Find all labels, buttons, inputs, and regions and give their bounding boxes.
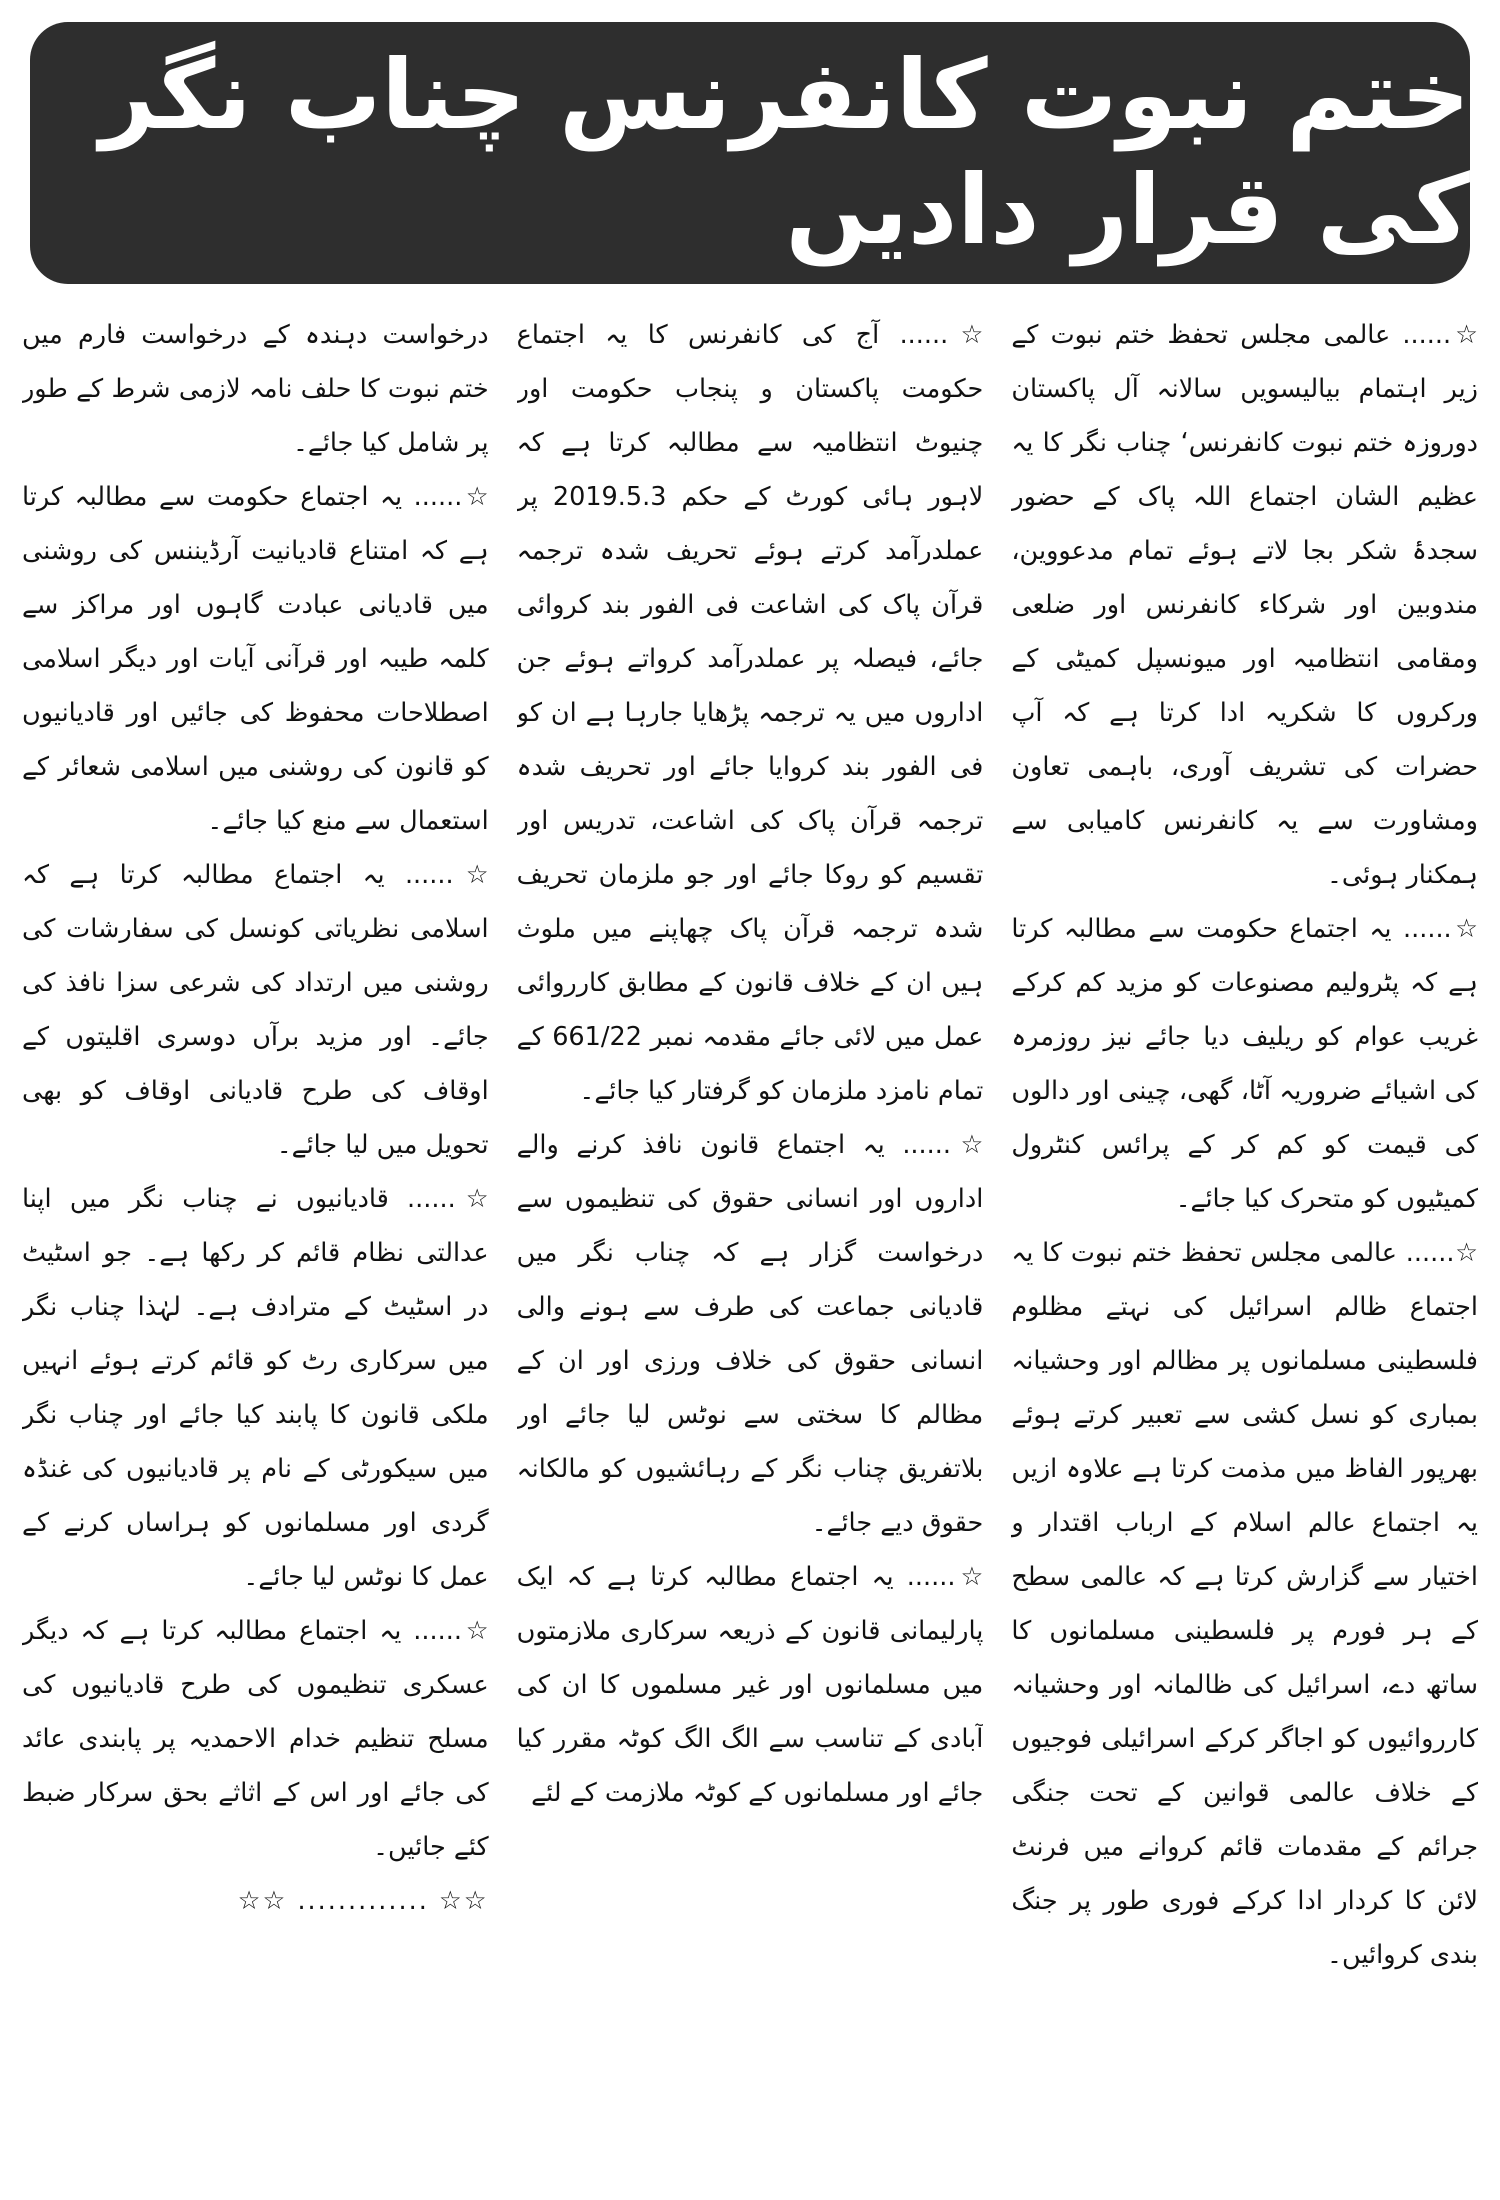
column-2 — [517, 308, 984, 2188]
page-title: ختم نبوت کانفرنس چناب نگر کی قرار دادیں — [99, 38, 1470, 266]
resolution-paragraph: ☆...... آج کی کانفرنس کا یہ اجتماع حکومت پاکستان و پنجاب حکومت اور چنیوٹ انتظامیہ سے مطالبہ کرتا ہے کہ لاہور ہائی کورٹ کے حکم 2019.5.3 پر عملدرآمد کرتے ہوئے تحریف شدہ ترجمہ قرآن پاک کی اشاعت فی الفور بند کروائی جائے، فیصلہ پر عملدرآمد کرواتے ہوئے جن اداروں میں یہ ترجمہ پڑھایا جارہا ہے ان کو فی الفور بند کروایا جائے اور تحریف شدہ ترجمہ قرآن پاک کی اشاعت، تدریس اور تقسیم کو روکا جائے اور جو ملزمان تحریف شدہ ترجمہ قرآن پاک چھاپنے میں ملوث ہیں ان کے خلاف قانون کے مطابق کارروائی عمل میں لائی جائے مقدمہ نمبر 661/22 کے تمام نامزد ملزمان کو گرفتار کیا جائے۔ — [516, 320, 984, 1106]
resolution-paragraph: ☆...... یہ اجتماع مطالبہ کرتا ہے کہ ایک پارلیمانی قانون کے ذریعہ سرکاری ملازمتوں میں مسلمانوں اور غیر مسلموں کا ان کی آبادی کے تناسب سے الگ الگ کوٹہ مقرر کیا جائے اور مسلمانوں کے کوٹہ ملازمت کے لئے — [516, 1562, 984, 1808]
resolution-paragraph: ☆...... یہ اجتماع حکومت سے مطالبہ کرتا ہے کہ امتناع قادیانیت آرڈیننس کی روشنی میں قادیانی عبادت گاہوں اور مراکز سے کلمہ طیبہ اور قرآنی آیات اور دیگر اسلامی اصطلاحات محفوظ کی جائیں اور قادیانیوں کو قانون کی روشنی میں اسلامی شعائر کے استعمال سے منع کیا جائے۔ — [21, 482, 489, 836]
end-mark: ☆☆ ............. ☆☆ — [237, 1886, 489, 1916]
resolution-paragraph: ☆...... یہ اجتماع قانون نافذ کرنے والے اداروں اور انسانی حقوق کی تنظیموں سے درخواست گزار ہے کہ چناب نگر میں قادیانی جماعت کی طرف سے ہونے والی انسانی حقوق کی خلاف ورزی اور ان کے مظالم کا سختی سے نوٹس لیا جائے اور بلاتفریق چناب نگر کے رہائشیوں کو مالکانہ حقوق دیے جائے۔ — [516, 1130, 984, 1538]
resolution-paragraph: درخواست دہندہ کے درخواست فارم میں ختم نبوت کا حلف نامہ لازمی شرط کے طور پر شامل کیا جائے۔ — [21, 320, 489, 458]
column-1 — [1011, 308, 1478, 2188]
resolution-paragraph: ☆...... قادیانیوں نے چناب نگر میں اپنا عدالتی نظام قائم کر رکھا ہے۔ جو اسٹیٹ در اسٹیٹ کے مترادف ہے۔ لہٰذا چناب نگر میں سرکاری رٹ کو قائم کرتے ہوئے انہیں ملکی قانون کا پابند کیا جائے اور چناب نگر میں سیکورٹی کے نام پر قادیانیوں کی غنڈہ گردی اور مسلمانوں کو ہراساں کرنے کے عمل کا نوٹس لیا جائے۔ — [21, 1184, 489, 1592]
title-banner — [30, 22, 1470, 284]
resolution-paragraph: ☆...... عالمی مجلس تحفظ ختم نبوت کے زیر اہتمام بیالیسویں سالانہ آل پاکستان دوروزہ ختم نبوت کانفرنس‘ چناب نگر کا یہ عظیم الشان اجتماع اللہ پاک کے حضور سجدۂ شکر بجا لاتے ہوئے تمام مدعووین، مندوبین اور شرکاء کانفرنس اور ضلعی ومقامی انتظامیہ اور میونسپل کمیٹی کے ورکروں کا شکریہ ادا کرتا ہے کہ آپ حضرات کی تشریف آوری، باہمی تعاون ومشاورت سے یہ کانفرنس کامیابی سے ہمکنار ہوئی۔ — [1011, 320, 1478, 890]
article-columns — [22, 308, 1478, 2188]
column-3 — [22, 308, 489, 2188]
resolution-paragraph: ☆...... یہ اجتماع مطالبہ کرتا ہے کہ اسلامی نظریاتی کونسل کی سفارشات کی روشنی میں ارتداد کی شرعی سزا نافذ کی جائے۔ اور مزید برآں دوسری اقلیتوں کے اوقاف کی طرح قادیانی اوقاف کو بھی تحویل میں لیا جائے۔ — [21, 860, 489, 1160]
resolution-paragraph: ☆...... یہ اجتماع مطالبہ کرتا ہے کہ دیگر عسکری تنظیموں کی طرح قادیانیوں کی مسلح تنظیم خدام الاحمدیہ پر پابندی عائد کی جائے اور اس کے اثاثے بحق سرکار ضبط کئے جائیں۔ — [21, 1616, 489, 1862]
resolution-paragraph: ☆...... یہ اجتماع حکومت سے مطالبہ کرتا ہے کہ پٹرولیم مصنوعات کو مزید کم کرکے غریب عوام کو ریلیف دیا جائے نیز روزمرہ کی اشیائے ضروریہ آٹا، گھی، چینی اور دالوں کی قیمت کو کم کر کے پرائس کنٹرول کمیٹیوں کو متحرک کیا جائے۔ — [1011, 914, 1478, 1214]
resolution-paragraph: ☆...... عالمی مجلس تحفظ ختم نبوت کا یہ اجتماع ظالم اسرائیل کی نہتے مظلوم فلسطینی مسلمانوں پر مظالم اور وحشیانہ بمباری کو نسل کشی سے تعبیر کرتے ہوئے بھرپور الفاظ میں مذمت کرتا ہے علاوہ ازیں یہ اجتماع عالم اسلام کے ارباب اقتدار و اختیار سے گزارش کرتا ہے کہ عالمی سطح کے ہر فورم پر فلسطینی مسلمانوں کا ساتھ دے، اسرائیل کی ظالمانہ اور وحشیانہ کارروائیوں کو اجاگر کرکے اسرائیلی فوجیوں کے خلاف عالمی قوانین کے تحت جنگی جرائم کے مقدمات قائم کروانے میں فرنٹ لائن کا کردار ادا کرکے فوری طور پر جنگ بندی کروائیں۔ — [1011, 1238, 1478, 1970]
